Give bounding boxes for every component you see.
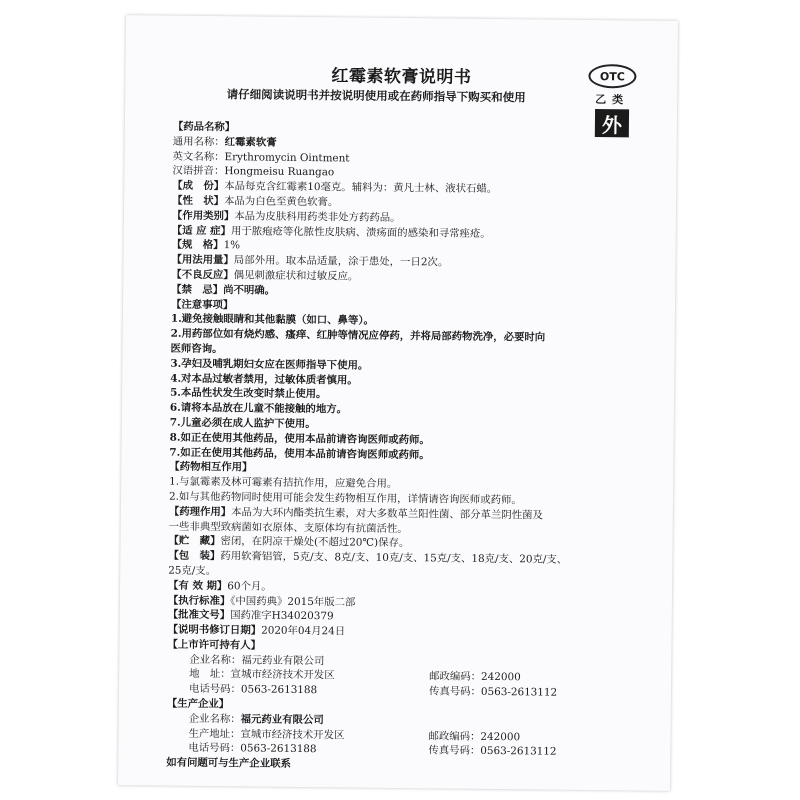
holder-phone-value: 0563-2613188: [240, 683, 318, 697]
pharmacology-line-2: 一些非典型致病菌如衣原体、支原体均有抗菌活性。: [168, 520, 408, 535]
field-text: 60个月。: [227, 579, 272, 593]
field-text: 2020年04月24日: [261, 624, 346, 638]
section-holder: 【上市许可持有人】: [167, 638, 262, 652]
field-text: 本品每克含红霉素10毫克。辅料为：黄凡士林、液状石蜡。: [224, 180, 498, 196]
pinyin-value: Hongmeisu Ruangao: [224, 165, 335, 179]
document-subtitle: 请仔细阅读说明书并按说明使用或在药师指导下购买和使用: [226, 87, 526, 105]
holder-company-label: 企业名称：: [189, 653, 242, 667]
manufacturer-company-label: 企业名称：: [188, 712, 241, 726]
holder-postal-label: 邮政编码：: [429, 670, 482, 684]
list-item: 1.避免接触眼睛和其他黏膜（如口、鼻等）。: [170, 312, 374, 328]
manufacturer-fax-value: 0563-2613112: [480, 745, 557, 759]
list-item: 6.请将本品放在儿童不能接触的地方。: [169, 401, 348, 416]
manufacturer-postal-value: 242000: [480, 730, 521, 743]
holder-phone-label: 电话号码：: [188, 683, 242, 696]
field-text: 本品为大环内酯类抗生素，对大多数革兰阳性菌、部分革兰阴性菌及: [231, 505, 543, 522]
english-name-value: Erythromycin Ointment: [224, 150, 350, 165]
manufacturer-company-value: 福元药业有限公司: [240, 713, 324, 727]
field-text: 国药准字H34020379: [230, 609, 334, 623]
holder-company-value: 福元药业有限公司: [241, 654, 325, 667]
field-label: 【有 效 期】: [168, 579, 228, 592]
holder-address-value: 宣城市经济技术开发区: [230, 668, 335, 682]
common-name-value: 红霉素软膏: [224, 135, 277, 149]
section-drug-name: 【药品名称】: [172, 120, 236, 134]
field-label: 【成 份】: [172, 179, 225, 193]
field-label: 【贮 藏】: [168, 534, 221, 548]
section-interactions: 【药物相互作用】: [169, 460, 253, 474]
pinyin-label: 汉语拼音：: [172, 165, 225, 178]
list-item: 3.孕妇及哺乳期妇女应在医师指导下使用。: [170, 357, 369, 372]
otc-class-label: 乙类: [595, 93, 630, 107]
list-item: 医师咨询。: [170, 342, 223, 356]
manufacturer-address-value: 宣城市经济技术开发区: [240, 728, 345, 742]
field-text: 用于脓疱疮等化脓性皮肤病、溃疡面的感染和寻常痤疮。: [230, 224, 491, 240]
holder-postal-value: 242000: [481, 671, 521, 684]
field-label: 【批准文号】: [167, 608, 231, 622]
document-title: 红霉素软膏说明书: [331, 66, 472, 88]
field-label: 【禁 忌】: [171, 283, 224, 296]
field-label: 【包 装】: [168, 549, 221, 563]
field-label: 【规 格】: [171, 238, 224, 252]
package-line-2: 25克/支。: [168, 564, 217, 578]
field-text: 本品为白色至黄色软膏。: [223, 195, 339, 209]
otc-oval-logo: OTC: [588, 64, 636, 89]
field-text: 密闭，在阴凉干燥处(不超过20℃)保存。: [220, 535, 410, 550]
field-label: 【药理作用】: [168, 505, 232, 518]
list-item: 1.与氯霉素及林可霉素有拮抗作用，应避免合用。: [169, 475, 398, 491]
section-manufacturer: 【生产企业】: [166, 697, 230, 711]
manufacturer-postal-label: 邮政编码：: [428, 730, 481, 743]
field-label: 【不良反应】: [171, 268, 234, 282]
holder-address-label: 地 址：: [189, 668, 231, 681]
list-item: 2.用药部位如有烧灼感、瘙痒、红肿等情况应停药，并将局部药物洗净，必要时向: [170, 327, 546, 344]
manufacturer-phone-label: 电话号码：: [188, 742, 241, 755]
field-text: 尚不明确。: [223, 283, 276, 297]
manufacturer-fax-label: 传真号码：: [428, 744, 481, 758]
list-item: 7.儿童必须在成人监护下使用。: [169, 416, 316, 431]
field-label: 【用法用量】: [171, 253, 234, 267]
field-text: 《中国药典》2015年版二部: [230, 594, 356, 609]
leaflet-body: [166, 120, 653, 776]
field-text: 1%: [223, 239, 241, 252]
field-label: 【性 状】: [172, 194, 225, 208]
leaflet-sheet: [118, 15, 678, 791]
english-name-label: 英文名称：: [172, 150, 225, 163]
field-label: 【说明书修订日期】: [167, 623, 262, 637]
field-label: 【作用类别】: [171, 209, 235, 223]
field-text: 药用软膏铝管，5克/支、8克/支、10克/支、15克/支、18克/支、20克/支、: [220, 550, 568, 566]
list-item: 7.如正在使用其他药品，使用本品前请咨询医师或药师。: [169, 446, 430, 461]
list-item: 8.如正在使用其他药品，使用本品前请咨询医师或药师。: [169, 431, 430, 447]
field-text: 偶见刺激症状和过敏反应。: [233, 269, 359, 283]
list-item: 2.如与其他药物同时使用可能会发生药物相互作用，详情请咨询医师或药师。: [168, 490, 522, 507]
external-use-mark: 外: [595, 109, 629, 137]
holder-fax-value: 0563-2613112: [480, 686, 558, 699]
section-precautions: 【注意事项】: [170, 298, 234, 311]
field-label: 【适 应 症】: [171, 224, 232, 237]
common-name-label: 通用名称：: [172, 135, 225, 148]
list-item: 4.对本品过敏者禁用，过敏体质者慎用。: [170, 372, 358, 387]
field-label: 【执行标准】: [167, 594, 231, 607]
field-text: 局部外用。取本品适量，涂于患处，一日2次。: [233, 254, 449, 269]
footer-note: 如有问题可与生产企业联系: [166, 756, 291, 771]
holder-fax-label: 传真号码：: [428, 685, 481, 699]
list-item: 5.本品性状发生改变时禁止使用。: [170, 386, 327, 401]
manufacturer-phone-value: 0563-2613188: [240, 742, 317, 756]
manufacturer-address-label: 生产地址：: [188, 727, 241, 741]
field-text: 本品为皮肤科用药类非处方药药品。: [234, 210, 401, 224]
